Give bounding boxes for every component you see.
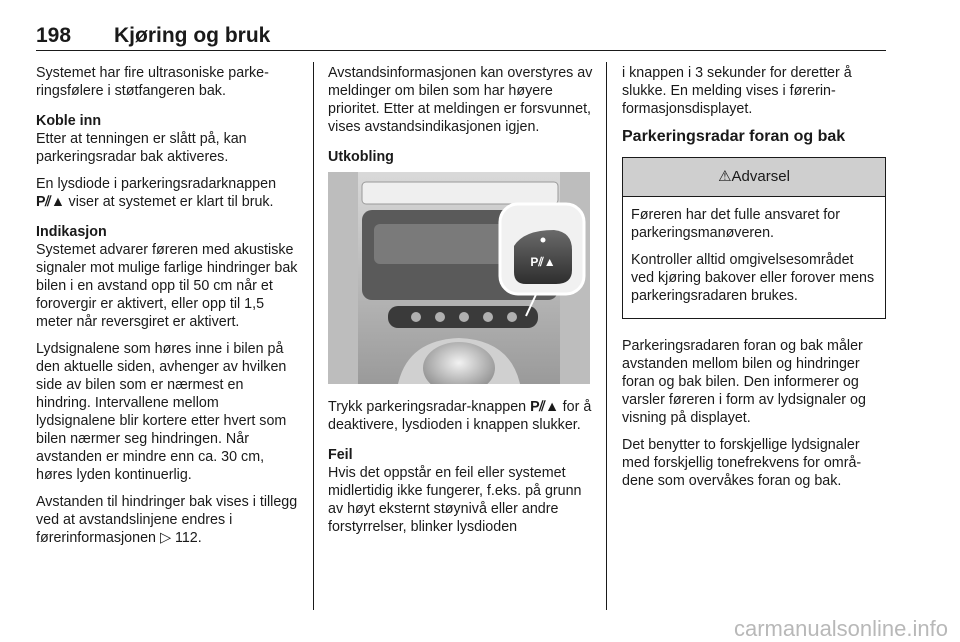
warning-title: Advarsel: [731, 168, 790, 185]
middle-column: [328, 64, 594, 545]
left-column: [36, 64, 302, 556]
page-ref-arrow-icon: ▷: [159, 530, 171, 546]
continued-paragraph: i knappen i 3 sekunder for deretter å slukke. En melding vises i førerinformasjonsdisplayet.: [622, 65, 852, 117]
indication-paragraph: Systemet advarer føreren med akustiske signaler mot mulige farlige hindringer bak bilen i en avstand opp til 50 cm når et forovergir er aktivert, eller opp til 1,5 meter når reversgiret er aktivert.: [36, 242, 298, 330]
right-column: [622, 64, 886, 499]
warning-text-2: Kontroller alltid omgivelsesområdet ved kjøring bakover eller forover mens parkeringsradaren brukes.: [631, 252, 875, 304]
warning-body: [623, 197, 885, 318]
warning-text-1: Føreren har det fulle ansvaret for parkeringsmanøveren.: [631, 207, 840, 241]
override-paragraph: Avstandsinformasjonen kan overstyres av meldinger om bilen som har høyere prioritet. Etter at meldingen er forsvunnet, vises avstandsindikasjonen igjen.: [328, 65, 593, 135]
warning-icon: ⚠: [718, 168, 732, 185]
signals-paragraph: Det benytter to forskjellige lydsignaler med forskjellig tonefrekvens for områdene som overvåkes foran og bak.: [622, 437, 862, 489]
activation-paragraph: Etter at tenningen er slått på, kan parkeringsradar bak aktiveres.: [36, 131, 247, 165]
page-header: [36, 24, 886, 52]
distance-paragraph: Avstanden til hindringer bak vises i tillegg ved at avstandslinjene endres i førerinformasjonen ▷ 112.: [36, 494, 298, 546]
heading-feil: Feil: [328, 447, 353, 463]
sound-paragraph: Lydsignalene som høres inne i bilen på den aktuelle siden, avhenger av hvilken side av bilen som er nærmest en hindring. Intervallene mellom lydsignalene blir kortere etter hvert som bilen nærmer seg hindringen. Når avstanden er mindre enn ca. 30 cm, høres lyden kontinuerlig.: [36, 341, 287, 483]
heading-utkobling: Utkobling: [328, 149, 394, 165]
column-divider-2: [606, 62, 607, 610]
heading-indikasjon: Indikasjon: [36, 224, 107, 240]
park-button-icon: P⫽▲: [530, 399, 559, 415]
header-rule: [36, 50, 886, 51]
warning-box: [622, 157, 886, 319]
park-button-icon: P⫽▲: [36, 194, 65, 210]
fault-paragraph: Hvis det oppstår en feil eller systemet midlertidig ikke fungerer, f.eks. på grunn av høyt eksternt støynivå eller andre forstyrrelser, blinker lysdioden: [328, 465, 582, 535]
led-paragraph: En lysdiode i parkeringsradarknappen P⫽▲ viser at systemet er klart til bruk.: [36, 176, 277, 210]
page-number: 198: [36, 24, 72, 47]
photo-park-button-label: P⫽▲: [530, 255, 556, 269]
chapter-title: Kjøring og bruk: [114, 24, 271, 47]
heading-koble-inn: Koble inn: [36, 113, 102, 129]
intro-paragraph: Systemet har fire ultrasoniske parkeringsfølere i støtfangeren bak.: [36, 65, 269, 99]
console-photo: [328, 172, 590, 384]
page-ref-link[interactable]: 112.: [174, 530, 202, 546]
heading-parkeringsradar: Parkeringsradar foran og bak: [622, 128, 846, 145]
front-rear-paragraph: Parkeringsradaren foran og bak måler avstanden mellom bilen og hindringer foran og bak bilen. Den informerer og varsler føreren i form av lydsignaler og visning på displayet.: [622, 338, 866, 426]
deactivate-paragraph: Trykk parkeringsradar-knappen P⫽▲ for å deaktivere, lysdioden i knappen slukker.: [328, 399, 592, 433]
warning-header: [623, 158, 885, 197]
column-divider-1: [313, 62, 314, 610]
watermark: carmanualsonline.info: [733, 616, 948, 641]
